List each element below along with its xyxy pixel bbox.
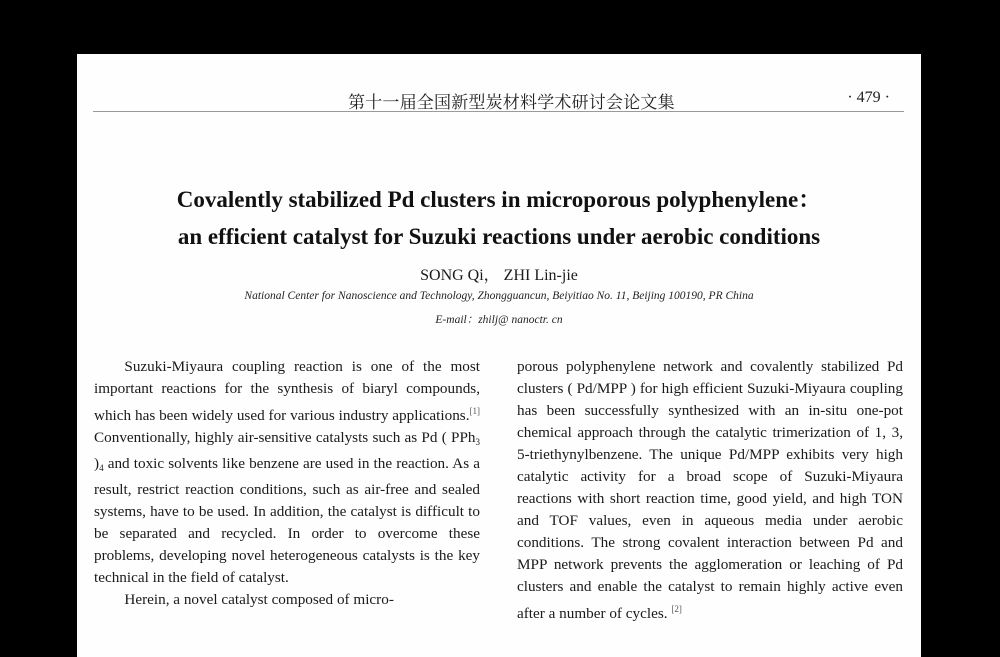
p2-continued-text: porous polyphenylene network and covalently stabilized Pd clusters ( Pd/MPP ) for high efficient Suzuki-Miyaura coupling has been successfully synthesized with an in-situ one-pot chemical approach through the catalytic trimerization of 1, 3, 5-triethynylbenzene. The unique Pd/MPP exhibits very high catalytic activity for a broad scope of Suzuki-Miyaura reactions with short reaction time, good yield, and high TON and TOF values, even in aqueous media under aerobic conditions. The strong covalent interaction between Pd and MPP network prevents the agglomeration or leaching of Pd clusters and enable the catalyst to remain highly active even after a number of cycles. bbox=[517, 358, 903, 622]
p1-text-d: and toxic solvents like benzene are used in the reaction. As a result, restrict reaction conditions, such as air-free and sealed systems, have to be used. In addition, the catalyst is difficult to be separated and recycled. In order to overcome these problems, developing novel heterogeneous catalysts is the key technical in the field of catalyst. bbox=[94, 455, 480, 586]
p1-text-b: Conventionally, highly air-sensitive catalysts such as Pd ( PPh bbox=[94, 429, 476, 446]
citation-2: [2] bbox=[671, 604, 682, 614]
citation-1: [1] bbox=[469, 406, 480, 416]
paper-page bbox=[77, 54, 921, 657]
p1-text-a: Suzuki-Miyaura coupling reaction is one of the most important reactions for the synthesis of biaryl compounds, which has been widely used for various industry applications. bbox=[94, 358, 480, 424]
subscript-4: 4 bbox=[99, 463, 104, 473]
page-number: · 479 · bbox=[847, 89, 890, 106]
running-header bbox=[93, 54, 904, 112]
subscript-3: 3 bbox=[475, 437, 480, 447]
left-column bbox=[94, 356, 480, 611]
paragraph-2: Herein, a novel catalyst composed of micro- bbox=[124, 591, 394, 608]
email: E-mail：zhilj@ nanoctr. cn bbox=[435, 314, 563, 326]
paragraph-2-continued bbox=[517, 356, 903, 625]
proceedings-title: 第十一届全国新型炭材料学术研讨会论文集 bbox=[348, 93, 675, 113]
title-line-2: an efficient catalyst for Suzuki reactions under aerobic conditions bbox=[177, 224, 821, 249]
paper-title bbox=[77, 181, 921, 255]
paragraph-1 bbox=[94, 356, 480, 589]
affiliation: National Center for Nanoscience and Technology, Zhongguancun, Beiyitiao No. 11, Beijing 100190, PR China bbox=[244, 290, 754, 302]
p1-text-c: ) bbox=[94, 455, 100, 472]
right-column bbox=[517, 356, 903, 625]
title-line-1: Covalently stabilized Pd clusters in microporous polyphenylene： bbox=[176, 187, 822, 212]
authors: SONG Qi， ZHI Lin-jie bbox=[420, 267, 578, 284]
